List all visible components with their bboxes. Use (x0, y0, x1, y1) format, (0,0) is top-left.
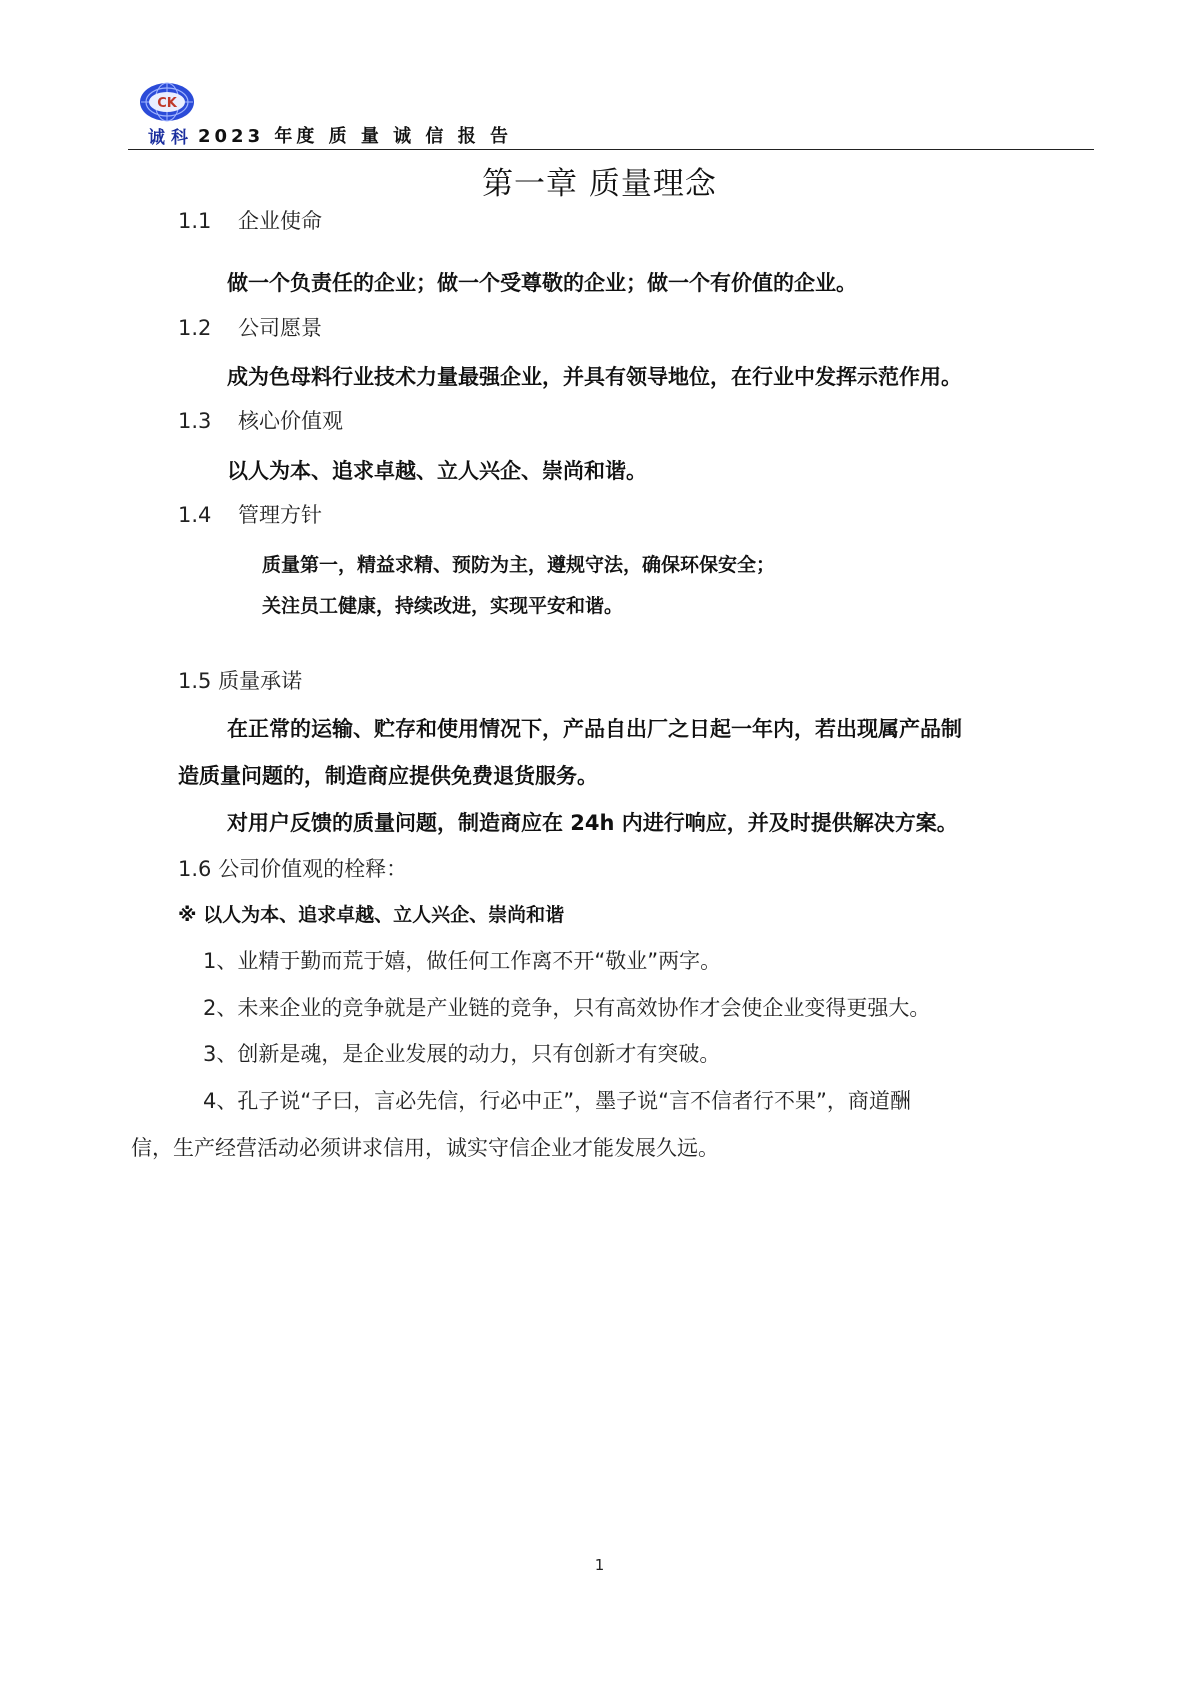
policy-line-1: 质量第一，精益求精、预防为主，遵规守法，确保环保安全； (262, 554, 776, 576)
section-heading-1-4: 1.4 管理方针 (178, 503, 322, 527)
section-heading-1-6: 1.6 公司价值观的栓释： (178, 857, 408, 881)
header-title: 2023 年度 质 量 诚 信 报 告 (198, 126, 512, 147)
mission-text: 做一个负责任的企业；做一个受尊敬的企业；做一个有价值的企业。 (227, 271, 857, 295)
chapter-title: 第一章 质量理念 (482, 166, 717, 202)
commitment-p1-line2: 造质量问题的，制造商应提供免费退货服务。 (178, 764, 598, 788)
values-item-1: 1、业精于勤而荒于嬉，做任何工作离不开“敬业”两字。 (203, 949, 722, 973)
values-item-2: 2、未来企业的竞争就是产业链的竞争，只有高效协作才会使企业变得更强大。 (203, 996, 931, 1020)
vision-text: 成为色母料行业技术力量最强企业，并具有领导地位，在行业中发挥示范作用。 (227, 365, 962, 389)
section-heading-1-5: 1.5 质量承诺 (178, 669, 303, 693)
values-item-4-line2: 信，生产经营活动必须讲求信用，诚实守信企业才能发展久远。 (131, 1136, 719, 1160)
commitment-p2: 对用户反馈的质量问题，制造商应在 24h 内进行响应，并及时提供解决方案。 (227, 811, 958, 835)
header-divider (128, 149, 1094, 150)
section-heading-1-1: 1.1 企业使命 (178, 209, 322, 233)
values-subheading: ※ 以人为本、追求卓越、立人兴企、崇尚和谐 (178, 904, 565, 926)
header-brand: 诚科 (148, 128, 194, 148)
core-values-text: 以人为本、追求卓越、立人兴企、崇尚和谐。 (227, 459, 647, 483)
values-item-4-line1: 4、孔子说“子曰，言必先信，行必中正”，墨子说“言不信者行不果”，商道酬 (203, 1089, 911, 1113)
page-number: 1 (594, 1556, 605, 1574)
policy-line-2: 关注员工健康，持续改进，实现平安和谐。 (262, 595, 624, 617)
values-item-3: 3、创新是魂，是企业发展的动力，只有创新才有突破。 (203, 1042, 721, 1066)
section-heading-1-3: 1.3 核心价值观 (178, 409, 343, 433)
svg-text:CK: CK (157, 96, 177, 111)
section-heading-1-2: 1.2 公司愿景 (178, 316, 322, 340)
commitment-p1-line1: 在正常的运输、贮存和使用情况下，产品自出厂之日起一年内，若出现属产品制 (227, 717, 962, 741)
company-logo (138, 80, 196, 124)
